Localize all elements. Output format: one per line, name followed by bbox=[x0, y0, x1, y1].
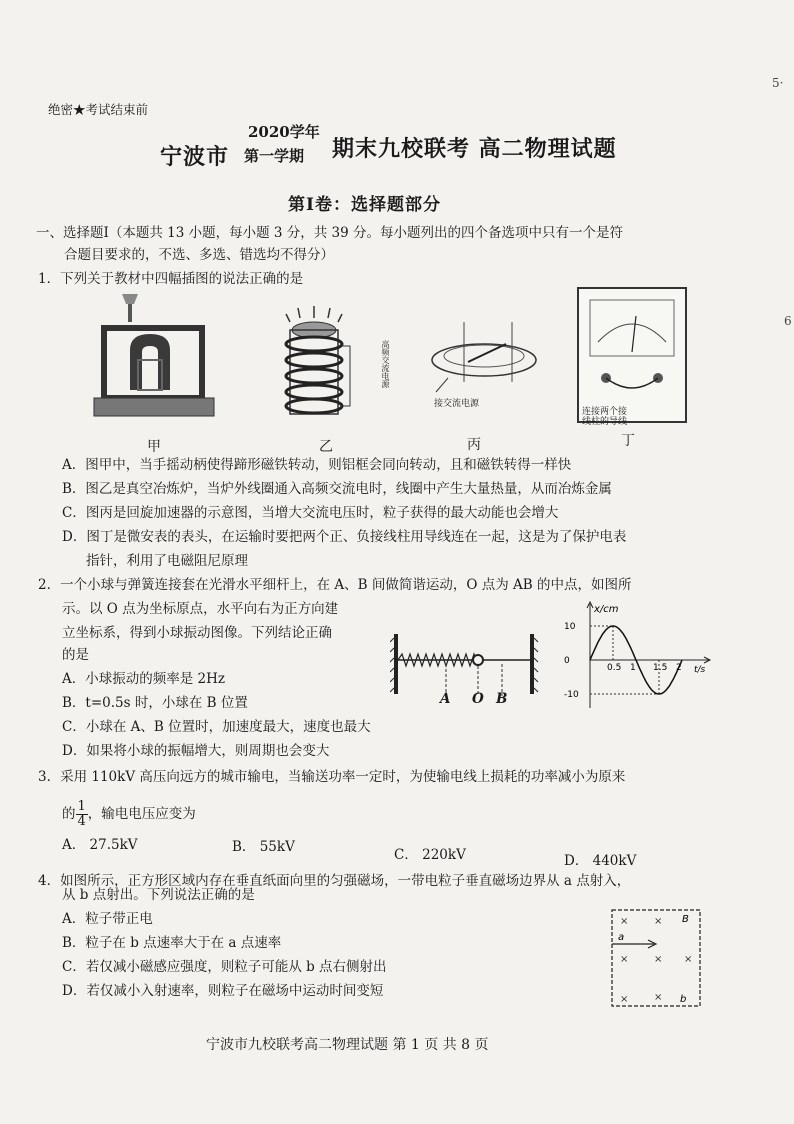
jia-base bbox=[94, 398, 214, 416]
bing-leader bbox=[436, 378, 448, 392]
q2-right-wall-hatch bbox=[534, 638, 538, 692]
q2-stem-line2: 示。以 O 点为坐标原点，水平向右为正方向建 bbox=[62, 601, 339, 617]
q2-option-b: B．t=0.5s 时，小球在 B 位置 bbox=[62, 695, 248, 711]
q3-stem-line2 bbox=[62, 800, 196, 829]
q3-stem-post: ，输电电压应变为 bbox=[87, 806, 196, 822]
bing-gap bbox=[468, 344, 506, 362]
q3-stem-pre: 的 bbox=[62, 806, 76, 822]
q3-option-d: D． 440kV bbox=[564, 853, 637, 869]
q2-option-c: C．小球在 A、B 位置时，加速度最大，速度也最大 bbox=[62, 719, 371, 735]
figure-bing-label: 丙 bbox=[467, 437, 481, 453]
q1-stem: 1．下列关于教材中四幅插图的说法正确的是 bbox=[38, 271, 304, 287]
page-title: 期末九校联考 高二物理试题 bbox=[332, 136, 617, 162]
figure-ding-label: 丁 bbox=[621, 433, 635, 449]
q2-left-wall bbox=[394, 634, 398, 694]
page-footer: 宁波市九校联考高二物理试题 第 1 页 共 8 页 bbox=[206, 1037, 489, 1053]
header-city: 宁波市 bbox=[160, 144, 230, 170]
q2-label-o: O bbox=[472, 691, 484, 707]
q4-label-a: a bbox=[618, 932, 625, 943]
chart-ylabel: x/cm bbox=[594, 604, 619, 615]
figure-jia-label: 甲 bbox=[147, 439, 161, 455]
q4-field-crosses bbox=[620, 916, 692, 1005]
q3-frac-denominator: 4 bbox=[77, 814, 86, 829]
section-heading: 一、选择题Ⅰ（本题共 13 小题，每小题 3 分，共 39 分。每小题列出的四个备选项中只有一个是符 bbox=[36, 225, 624, 241]
q1-option-c: C．图丙是回旋加速器的示意图，当增大交流电压时，粒子获得的最大动能也会增大 bbox=[62, 505, 559, 521]
chart-x-tick-label-1: 1 bbox=[630, 663, 636, 673]
q4-stem-line1: 4．如图所示，正方形区域内存在垂直纸面向里的匀强磁场，一带电粒子垂直磁场边界从 a 点射入， bbox=[38, 873, 631, 889]
q2-label-b: B bbox=[496, 691, 508, 707]
yi-coil bbox=[286, 337, 342, 413]
q2-stem-line4: 的是 bbox=[62, 647, 89, 663]
ding-meter-case bbox=[578, 288, 686, 422]
q4-field-diagram bbox=[608, 906, 704, 1010]
figure-yi bbox=[276, 302, 356, 422]
q3-option-a: A． 27.5kV bbox=[62, 837, 138, 853]
chart-x-tick-label-0: 0.5 bbox=[607, 663, 622, 673]
q4-stem-line2: 从 b 点射出。下列说法正确的是 bbox=[62, 887, 255, 903]
q4-label-field-b: B bbox=[682, 914, 689, 925]
page-corner-mark: 5· bbox=[772, 76, 784, 90]
chart-xlabel: t/s bbox=[694, 665, 706, 675]
svg-text:×: × bbox=[620, 954, 629, 965]
jia-horseshoe-magnet bbox=[130, 334, 170, 390]
q4-option-c: C．若仅减小磁感应强度，则粒子可能从 b 点右侧射出 bbox=[62, 959, 387, 975]
q4-label-b: b bbox=[680, 994, 687, 1005]
chart-y-tick-label-1: 0 bbox=[564, 656, 570, 666]
header-year: 2020学年 bbox=[248, 123, 320, 141]
q3-frac-numerator: 1 bbox=[77, 799, 86, 814]
q2-option-a: A．小球振动的频率是 2Hz bbox=[62, 671, 226, 687]
q3-fraction bbox=[76, 800, 88, 829]
svg-text:×: × bbox=[654, 954, 663, 965]
chart-x-tick-label-2: 1.5 bbox=[653, 663, 668, 673]
q3-option-c: C． 220kV bbox=[394, 847, 466, 863]
q2-stem-line1: 2．一个小球与弹簧连接套在光滑水平细杆上，在 A、B 间做简谐运动，O 点为 AB 的中点，如图所 bbox=[38, 577, 632, 593]
q1-option-a: A．图甲中，当手摇动柄使得蹄形磁铁转动，则铝框会同向转动，且和磁铁转得一样快 bbox=[62, 457, 572, 473]
header-term: 第一学期 bbox=[244, 147, 305, 165]
chart-y-tick-label-0: 10 bbox=[564, 622, 576, 632]
jia-knob bbox=[122, 294, 138, 304]
ding-label-2: 线柱的导线 bbox=[582, 417, 628, 427]
q2-vibration-chart bbox=[560, 598, 720, 714]
yi-heat-lines bbox=[286, 306, 342, 322]
section-heading-cont: 合题目要求的，不选、多选、错选均不得分） bbox=[64, 247, 334, 263]
svg-text:×: × bbox=[654, 992, 663, 1003]
chart-x-tick-label-3: 2 bbox=[676, 663, 682, 673]
q2-ball bbox=[473, 655, 483, 665]
bing-dee-outer bbox=[432, 344, 536, 376]
figure-bing bbox=[428, 318, 552, 398]
q4-option-d: D．若仅减小入射速率，则粒子在磁场中运动时间变短 bbox=[62, 983, 384, 999]
svg-text:×: × bbox=[654, 916, 663, 927]
q2-stem-line3: 立坐标系，得到小球振动图像。下列结论正确 bbox=[62, 625, 332, 641]
q2-left-wall-hatch bbox=[390, 638, 394, 692]
svg-text:×: × bbox=[684, 954, 693, 965]
q2-right-wall bbox=[530, 634, 534, 694]
q1-option-d-line2: 指针，利用了电磁阻尼原理 bbox=[86, 553, 248, 569]
svg-text:×: × bbox=[620, 994, 629, 1005]
confidential-label: 绝密★考试结束前 bbox=[48, 102, 149, 117]
q3-stem-line1: 3．采用 110kV 高压向远方的城市输电，当输送功率一定时，为使输电线上损耗的功率减小为原来 bbox=[38, 769, 626, 785]
part-title: 第Ⅰ卷：选择题部分 bbox=[288, 195, 441, 215]
q1-option-d-line1: D．图丁是微安表的表头，在运输时要把两个正、负接线柱用导线连在一起，这是为了保护电表 bbox=[62, 529, 627, 545]
figure-yi-label: 乙 bbox=[319, 439, 333, 455]
q1-option-b: B．图乙是真空冶炼炉，当炉外线圈通入高频交流电时，线圈中产生大量热量，从而冶炼金属 bbox=[62, 481, 612, 497]
edge-mark: 6 bbox=[784, 314, 792, 328]
svg-text:×: × bbox=[620, 916, 629, 927]
figure-jia bbox=[92, 294, 216, 424]
q4-option-b: B．粒子在 b 点速率大于在 a 点速率 bbox=[62, 935, 282, 951]
q2-label-a: A bbox=[440, 691, 451, 707]
yi-side-label: 高频交流电源 bbox=[381, 340, 390, 388]
q4-option-a: A．粒子带正电 bbox=[62, 911, 153, 927]
bing-side-label: 接交流电源 bbox=[434, 399, 480, 409]
chart-y-tick-label-2: -10 bbox=[564, 690, 579, 700]
ding-label-1: 连接两个接 bbox=[582, 407, 628, 417]
q2-option-d: D．如果将小球的振幅增大，则周期也会变大 bbox=[62, 743, 330, 759]
q3-option-b: B． 55kV bbox=[232, 839, 295, 855]
q2-spring-diagram bbox=[390, 630, 546, 710]
